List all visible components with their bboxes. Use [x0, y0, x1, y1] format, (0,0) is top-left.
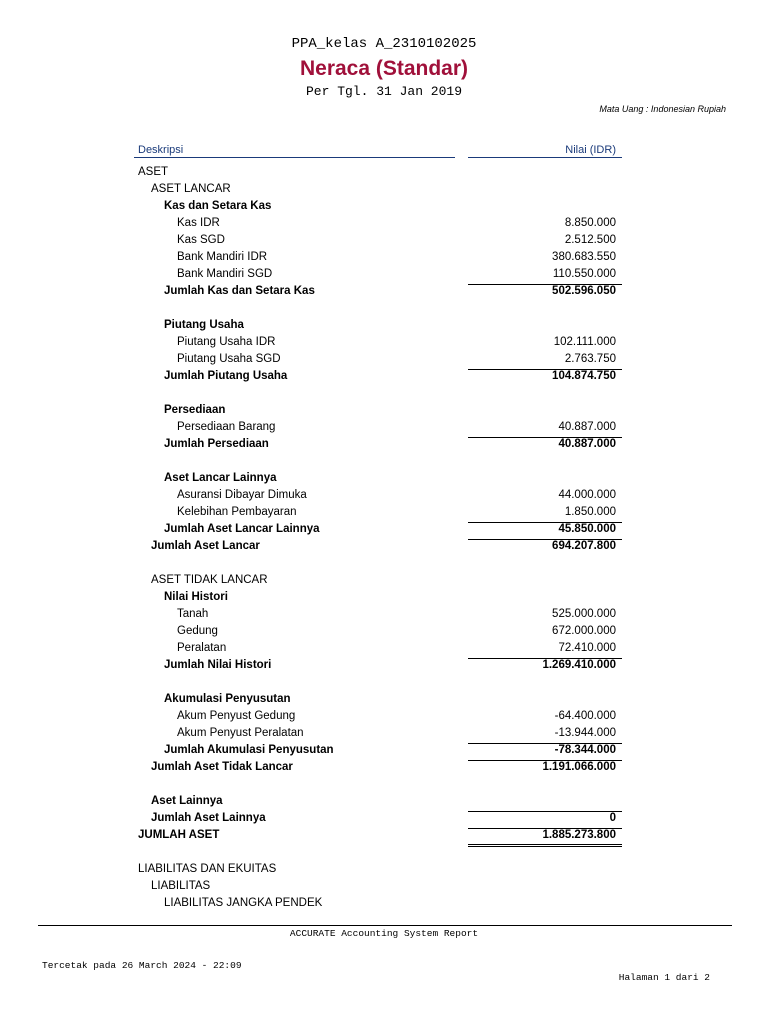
table-row — [0, 828, 768, 845]
footer-divider — [38, 925, 732, 926]
row-label: Kas IDR — [177, 217, 220, 229]
spacer-row — [0, 386, 768, 403]
table-row — [0, 488, 768, 505]
row-label: Jumlah Akumulasi Penyusutan — [164, 744, 334, 756]
report-date: Per Tgl. 31 Jan 2019 — [305, 84, 463, 99]
row-value: -64.400.000 — [554, 710, 616, 722]
row-value: 45.850.000 — [558, 523, 616, 535]
table-row — [0, 862, 768, 879]
table-row — [0, 760, 768, 777]
company-name: PPA_kelas A_2310102025 — [291, 36, 477, 52]
printed-timestamp: Tercetak pada 26 March 2024 - 22:09 — [42, 960, 242, 971]
table-row — [0, 250, 768, 267]
table-row — [0, 165, 768, 182]
spacer-row — [0, 454, 768, 471]
row-label: ASET — [138, 166, 169, 178]
row-value: 8.850.000 — [564, 217, 616, 229]
balance-sheet-rows — [0, 165, 768, 913]
table-row — [0, 403, 768, 420]
table-row — [0, 709, 768, 726]
row-label: LIABILITAS — [151, 880, 211, 892]
row-value: 110.550.000 — [552, 268, 616, 280]
table-row — [0, 199, 768, 216]
table-row — [0, 794, 768, 811]
table-row — [0, 216, 768, 233]
row-value: 1.885.273.800 — [542, 829, 616, 841]
table-row — [0, 896, 768, 913]
table-row — [0, 284, 768, 301]
row-value: -13.944.000 — [554, 727, 616, 739]
row-value: 672.000.000 — [552, 625, 616, 637]
table-row — [0, 879, 768, 896]
row-value: 44.000.000 — [558, 489, 616, 501]
row-label: Akumulasi Penyusutan — [164, 693, 291, 705]
row-value: 502.596.050 — [552, 285, 616, 297]
table-row — [0, 233, 768, 250]
row-label: Persediaan — [164, 404, 226, 416]
table-row — [0, 641, 768, 658]
row-value: 380.683.550 — [552, 251, 616, 263]
column-header-value: Nilai (IDR) — [565, 144, 616, 156]
table-row — [0, 437, 768, 454]
table-row — [0, 182, 768, 199]
row-label: Nilai Histori — [164, 591, 228, 603]
table-row — [0, 573, 768, 590]
row-label: Tanah — [177, 608, 209, 620]
row-value: 1.850.000 — [564, 506, 616, 518]
row-label: Akum Penyust Peralatan — [177, 727, 304, 739]
report-title: Neraca (Standar) — [299, 57, 469, 80]
header-divider-desc — [134, 157, 455, 158]
table-row — [0, 335, 768, 352]
row-label: LIABILITAS JANGKA PENDEK — [164, 897, 323, 909]
row-label: Jumlah Aset Tidak Lancar — [151, 761, 293, 773]
spacer-row — [0, 845, 768, 862]
row-label: Asuransi Dibayar Dimuka — [177, 489, 307, 501]
row-label: Piutang Usaha SGD — [177, 353, 281, 365]
row-value: 2.763.750 — [564, 353, 616, 365]
spacer-row — [0, 777, 768, 794]
table-row — [0, 539, 768, 556]
table-row — [0, 811, 768, 828]
row-label: Jumlah Nilai Histori — [164, 659, 272, 671]
row-label: Gedung — [177, 625, 218, 637]
row-label: Bank Mandiri SGD — [177, 268, 273, 280]
row-label: ASET LANCAR — [151, 183, 231, 195]
table-row — [0, 692, 768, 709]
row-label: Jumlah Piutang Usaha — [164, 370, 288, 382]
subtotal-rule — [468, 811, 622, 812]
row-label: LIABILITAS DAN EKUITAS — [138, 863, 277, 875]
spacer-row — [0, 556, 768, 573]
table-row — [0, 607, 768, 624]
table-row — [0, 369, 768, 386]
row-label: Piutang Usaha IDR — [177, 336, 276, 348]
table-row — [0, 420, 768, 437]
row-label: Jumlah Aset Lancar — [151, 540, 260, 552]
row-label: ASET TIDAK LANCAR — [151, 574, 268, 586]
table-row — [0, 658, 768, 675]
row-label: Bank Mandiri IDR — [177, 251, 268, 263]
row-label: Aset Lainnya — [151, 795, 223, 807]
table-row — [0, 624, 768, 641]
table-row — [0, 743, 768, 760]
table-row — [0, 505, 768, 522]
row-label: Peralatan — [177, 642, 227, 654]
row-label: Jumlah Aset Lainnya — [151, 812, 266, 824]
row-value: 1.191.066.000 — [542, 761, 616, 773]
row-label: Persediaan Barang — [177, 421, 276, 433]
row-label: JUMLAH ASET — [138, 829, 220, 841]
row-label: Jumlah Persediaan — [164, 438, 269, 450]
table-row — [0, 522, 768, 539]
row-label: Piutang Usaha — [164, 319, 244, 331]
row-value: 102.111.000 — [553, 336, 616, 348]
table-row — [0, 471, 768, 488]
row-label: Kas SGD — [177, 234, 225, 246]
row-value: 40.887.000 — [558, 438, 616, 450]
row-label: Akum Penyust Gedung — [177, 710, 296, 722]
row-value: 2.512.500 — [564, 234, 616, 246]
row-value: 694.207.800 — [552, 540, 616, 552]
table-row — [0, 590, 768, 607]
spacer-row — [0, 301, 768, 318]
column-header-description: Deskripsi — [138, 144, 184, 156]
row-label: Jumlah Kas dan Setara Kas — [164, 285, 315, 297]
row-value: 0 — [609, 812, 616, 824]
row-value: 525.000.000 — [552, 608, 616, 620]
row-value: 104.874.750 — [552, 370, 616, 382]
row-label: Kelebihan Pembayaran — [177, 506, 297, 518]
table-row — [0, 726, 768, 743]
spacer-row — [0, 675, 768, 692]
row-value: 40.887.000 — [558, 421, 616, 433]
row-value: 1.269.410.000 — [542, 659, 616, 671]
table-row — [0, 318, 768, 335]
row-label: Jumlah Aset Lancar Lainnya — [164, 523, 320, 535]
row-label: Aset Lancar Lainnya — [164, 472, 277, 484]
currency-label: Mata Uang : Indonesian Rupiah — [599, 104, 726, 114]
row-value: 72.410.000 — [558, 642, 616, 654]
header-divider-value — [468, 157, 622, 158]
footer-report-name: ACCURATE Accounting System Report — [289, 928, 479, 939]
row-value: -78.344.000 — [554, 744, 616, 756]
page-number: Halaman 1 dari 2 — [618, 972, 710, 983]
table-row — [0, 267, 768, 284]
row-label: Kas dan Setara Kas — [164, 200, 272, 212]
table-row — [0, 352, 768, 369]
